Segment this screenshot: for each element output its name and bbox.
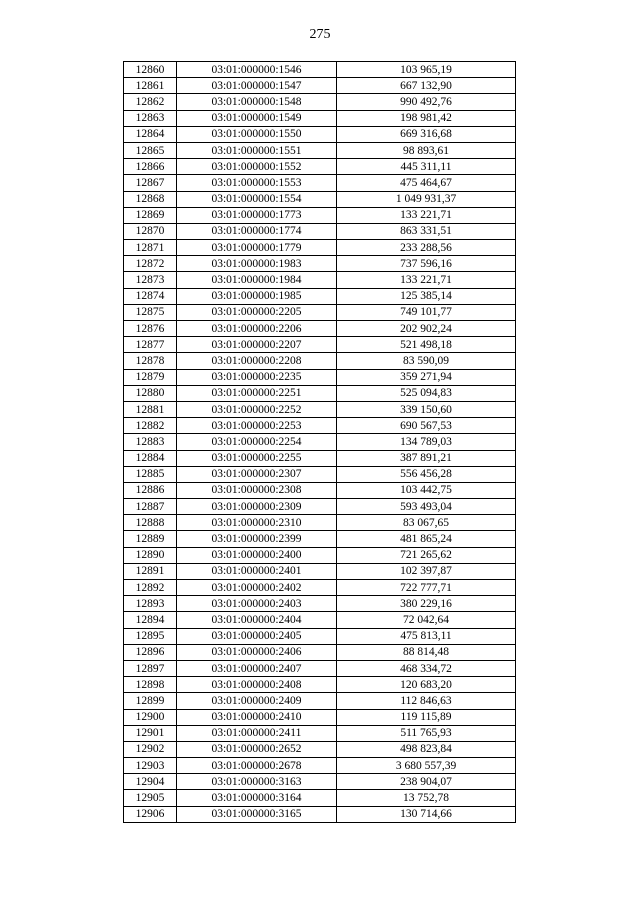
table-row: [124, 693, 516, 709]
cadastral-number-cell: 03:01:000000:1774: [177, 223, 337, 239]
row-number-cell: 12905: [124, 790, 177, 806]
table-row: [124, 580, 516, 596]
table-row: [124, 725, 516, 741]
table-row: [124, 126, 516, 142]
row-number-cell: 12904: [124, 774, 177, 790]
value-cell: 556 456,28: [337, 466, 516, 482]
cadastral-number-cell: 03:01:000000:2308: [177, 482, 337, 498]
row-number-cell: 12861: [124, 78, 177, 94]
row-number-cell: 12884: [124, 450, 177, 466]
cadastral-number-cell: 03:01:000000:1552: [177, 159, 337, 175]
table-row: [124, 321, 516, 337]
table-row: [124, 563, 516, 579]
value-cell: 498 823,84: [337, 741, 516, 757]
value-cell: 13 752,78: [337, 790, 516, 806]
cadastral-number-cell: 03:01:000000:2402: [177, 580, 337, 596]
row-number-cell: 12892: [124, 580, 177, 596]
cadastral-number-cell: 03:01:000000:3163: [177, 774, 337, 790]
row-number-cell: 12875: [124, 304, 177, 320]
table-row: [124, 434, 516, 450]
value-cell: 387 891,21: [337, 450, 516, 466]
row-number-cell: 12891: [124, 563, 177, 579]
cadastral-value-table: [123, 61, 516, 823]
row-number-cell: 12874: [124, 288, 177, 304]
row-number-cell: 12865: [124, 142, 177, 158]
value-cell: 667 132,90: [337, 78, 516, 94]
table-row: [124, 288, 516, 304]
table-row: [124, 596, 516, 612]
value-cell: 120 683,20: [337, 677, 516, 693]
row-number-cell: 12903: [124, 758, 177, 774]
cadastral-number-cell: 03:01:000000:2205: [177, 304, 337, 320]
table-row: [124, 94, 516, 110]
table-row: [124, 369, 516, 385]
cadastral-number-cell: 03:01:000000:1549: [177, 110, 337, 126]
cadastral-number-cell: 03:01:000000:2405: [177, 628, 337, 644]
row-number-cell: 12882: [124, 418, 177, 434]
cadastral-number-cell: 03:01:000000:1548: [177, 94, 337, 110]
table-row: [124, 531, 516, 547]
row-number-cell: 12887: [124, 499, 177, 515]
cadastral-number-cell: 03:01:000000:1554: [177, 191, 337, 207]
table-row: [124, 499, 516, 515]
value-cell: 102 397,87: [337, 563, 516, 579]
value-cell: 990 492,76: [337, 94, 516, 110]
table-row: [124, 353, 516, 369]
value-cell: 83 067,65: [337, 515, 516, 531]
cadastral-number-cell: 03:01:000000:2309: [177, 499, 337, 515]
row-number-cell: 12888: [124, 515, 177, 531]
row-number-cell: 12895: [124, 628, 177, 644]
value-cell: 722 777,71: [337, 580, 516, 596]
cadastral-number-cell: 03:01:000000:1985: [177, 288, 337, 304]
row-number-cell: 12877: [124, 337, 177, 353]
value-cell: 112 846,63: [337, 693, 516, 709]
row-number-cell: 12898: [124, 677, 177, 693]
table-row: [124, 628, 516, 644]
value-cell: 3 680 557,39: [337, 758, 516, 774]
row-number-cell: 12878: [124, 353, 177, 369]
row-number-cell: 12893: [124, 596, 177, 612]
cadastral-number-cell: 03:01:000000:1773: [177, 207, 337, 223]
cadastral-number-cell: 03:01:000000:2409: [177, 693, 337, 709]
cadastral-number-cell: 03:01:000000:2255: [177, 450, 337, 466]
value-cell: 737 596,16: [337, 256, 516, 272]
cadastral-number-cell: 03:01:000000:3164: [177, 790, 337, 806]
value-cell: 359 271,94: [337, 369, 516, 385]
row-number-cell: 12862: [124, 94, 177, 110]
value-cell: 238 904,07: [337, 774, 516, 790]
table-row: [124, 758, 516, 774]
value-cell: 133 221,71: [337, 272, 516, 288]
value-cell: 103 965,19: [337, 62, 516, 78]
row-number-cell: 12860: [124, 62, 177, 78]
row-number-cell: 12894: [124, 612, 177, 628]
cadastral-number-cell: 03:01:000000:2206: [177, 321, 337, 337]
cadastral-number-cell: 03:01:000000:1550: [177, 126, 337, 142]
row-number-cell: 12889: [124, 531, 177, 547]
cadastral-number-cell: 03:01:000000:2307: [177, 466, 337, 482]
cadastral-number-cell: 03:01:000000:2678: [177, 758, 337, 774]
row-number-cell: 12866: [124, 159, 177, 175]
value-cell: 475 813,11: [337, 628, 516, 644]
table-row: [124, 660, 516, 676]
value-cell: 119 115,89: [337, 709, 516, 725]
cadastral-number-cell: 03:01:000000:2404: [177, 612, 337, 628]
table-row: [124, 304, 516, 320]
value-cell: 468 334,72: [337, 660, 516, 676]
table-row: [124, 466, 516, 482]
cadastral-number-cell: 03:01:000000:2253: [177, 418, 337, 434]
table-row: [124, 401, 516, 417]
value-cell: 863 331,51: [337, 223, 516, 239]
cadastral-number-cell: 03:01:000000:2254: [177, 434, 337, 450]
row-number-cell: 12863: [124, 110, 177, 126]
cadastral-number-cell: 03:01:000000:2403: [177, 596, 337, 612]
value-cell: 72 042,64: [337, 612, 516, 628]
table-row: [124, 110, 516, 126]
row-number-cell: 12869: [124, 207, 177, 223]
table-row: [124, 207, 516, 223]
row-number-cell: 12876: [124, 321, 177, 337]
cadastral-number-cell: 03:01:000000:1779: [177, 240, 337, 256]
value-cell: 202 902,24: [337, 321, 516, 337]
value-cell: 721 265,62: [337, 547, 516, 563]
table-row: [124, 418, 516, 434]
cadastral-number-cell: 03:01:000000:2410: [177, 709, 337, 725]
value-cell: 98 893,61: [337, 142, 516, 158]
table-row: [124, 741, 516, 757]
value-cell: 130 714,66: [337, 806, 516, 822]
cadastral-number-cell: 03:01:000000:2406: [177, 644, 337, 660]
value-cell: 475 464,67: [337, 175, 516, 191]
row-number-cell: 12897: [124, 660, 177, 676]
cadastral-number-cell: 03:01:000000:2401: [177, 563, 337, 579]
table-row: [124, 142, 516, 158]
cadastral-number-cell: 03:01:000000:1553: [177, 175, 337, 191]
cadastral-number-cell: 03:01:000000:2399: [177, 531, 337, 547]
cadastral-number-cell: 03:01:000000:2407: [177, 660, 337, 676]
value-cell: 125 385,14: [337, 288, 516, 304]
value-cell: 133 221,71: [337, 207, 516, 223]
row-number-cell: 12899: [124, 693, 177, 709]
page-number: 275: [309, 27, 331, 42]
table-row: [124, 256, 516, 272]
row-number-cell: 12906: [124, 806, 177, 822]
table-row: [124, 774, 516, 790]
row-number-cell: 12872: [124, 256, 177, 272]
cadastral-number-cell: 03:01:000000:2208: [177, 353, 337, 369]
table-row: [124, 337, 516, 353]
row-number-cell: 12867: [124, 175, 177, 191]
cadastral-number-cell: 03:01:000000:1984: [177, 272, 337, 288]
value-cell: 380 229,16: [337, 596, 516, 612]
table-row: [124, 223, 516, 239]
value-cell: 445 311,11: [337, 159, 516, 175]
cadastral-number-cell: 03:01:000000:1547: [177, 78, 337, 94]
cadastral-number-cell: 03:01:000000:1546: [177, 62, 337, 78]
cadastral-number-cell: 03:01:000000:1983: [177, 256, 337, 272]
table-row: [124, 159, 516, 175]
table-row: [124, 240, 516, 256]
value-cell: 83 590,09: [337, 353, 516, 369]
row-number-cell: 12886: [124, 482, 177, 498]
cadastral-number-cell: 03:01:000000:1551: [177, 142, 337, 158]
row-number-cell: 12880: [124, 385, 177, 401]
row-number-cell: 12873: [124, 272, 177, 288]
value-cell: 521 498,18: [337, 337, 516, 353]
table-row: [124, 78, 516, 94]
value-cell: 233 288,56: [337, 240, 516, 256]
table-row: [124, 272, 516, 288]
value-cell: 103 442,75: [337, 482, 516, 498]
row-number-cell: 12879: [124, 369, 177, 385]
cadastral-number-cell: 03:01:000000:2251: [177, 385, 337, 401]
row-number-cell: 12901: [124, 725, 177, 741]
row-number-cell: 12900: [124, 709, 177, 725]
value-cell: 88 814,48: [337, 644, 516, 660]
cadastral-number-cell: 03:01:000000:2408: [177, 677, 337, 693]
value-cell: 669 316,68: [337, 126, 516, 142]
cadastral-number-cell: 03:01:000000:2652: [177, 741, 337, 757]
table-row: [124, 515, 516, 531]
cadastral-number-cell: 03:01:000000:2235: [177, 369, 337, 385]
row-number-cell: 12871: [124, 240, 177, 256]
row-number-cell: 12868: [124, 191, 177, 207]
cadastral-number-cell: 03:01:000000:2207: [177, 337, 337, 353]
table-row: [124, 644, 516, 660]
table-row: [124, 175, 516, 191]
table-row: [124, 612, 516, 628]
value-cell: 481 865,24: [337, 531, 516, 547]
table-row: [124, 62, 516, 78]
value-cell: 511 765,93: [337, 725, 516, 741]
value-cell: 1 049 931,37: [337, 191, 516, 207]
table-row: [124, 450, 516, 466]
cadastral-number-cell: 03:01:000000:2310: [177, 515, 337, 531]
table-row: [124, 547, 516, 563]
value-cell: 525 094,83: [337, 385, 516, 401]
value-cell: 749 101,77: [337, 304, 516, 320]
table-row: [124, 806, 516, 822]
value-cell: 198 981,42: [337, 110, 516, 126]
value-cell: 339 150,60: [337, 401, 516, 417]
row-number-cell: 12902: [124, 741, 177, 757]
row-number-cell: 12890: [124, 547, 177, 563]
cadastral-number-cell: 03:01:000000:2252: [177, 401, 337, 417]
value-cell: 593 493,04: [337, 499, 516, 515]
row-number-cell: 12896: [124, 644, 177, 660]
table-row: [124, 709, 516, 725]
row-number-cell: 12864: [124, 126, 177, 142]
table-row: [124, 677, 516, 693]
row-number-cell: 12870: [124, 223, 177, 239]
row-number-cell: 12881: [124, 401, 177, 417]
table-row: [124, 482, 516, 498]
table-body: [124, 62, 516, 823]
value-cell: 690 567,53: [337, 418, 516, 434]
cadastral-number-cell: 03:01:000000:2411: [177, 725, 337, 741]
row-number-cell: 12885: [124, 466, 177, 482]
row-number-cell: 12883: [124, 434, 177, 450]
table-row: [124, 191, 516, 207]
table-row: [124, 385, 516, 401]
cadastral-number-cell: 03:01:000000:2400: [177, 547, 337, 563]
cadastral-number-cell: 03:01:000000:3165: [177, 806, 337, 822]
value-cell: 134 789,03: [337, 434, 516, 450]
table-row: [124, 790, 516, 806]
